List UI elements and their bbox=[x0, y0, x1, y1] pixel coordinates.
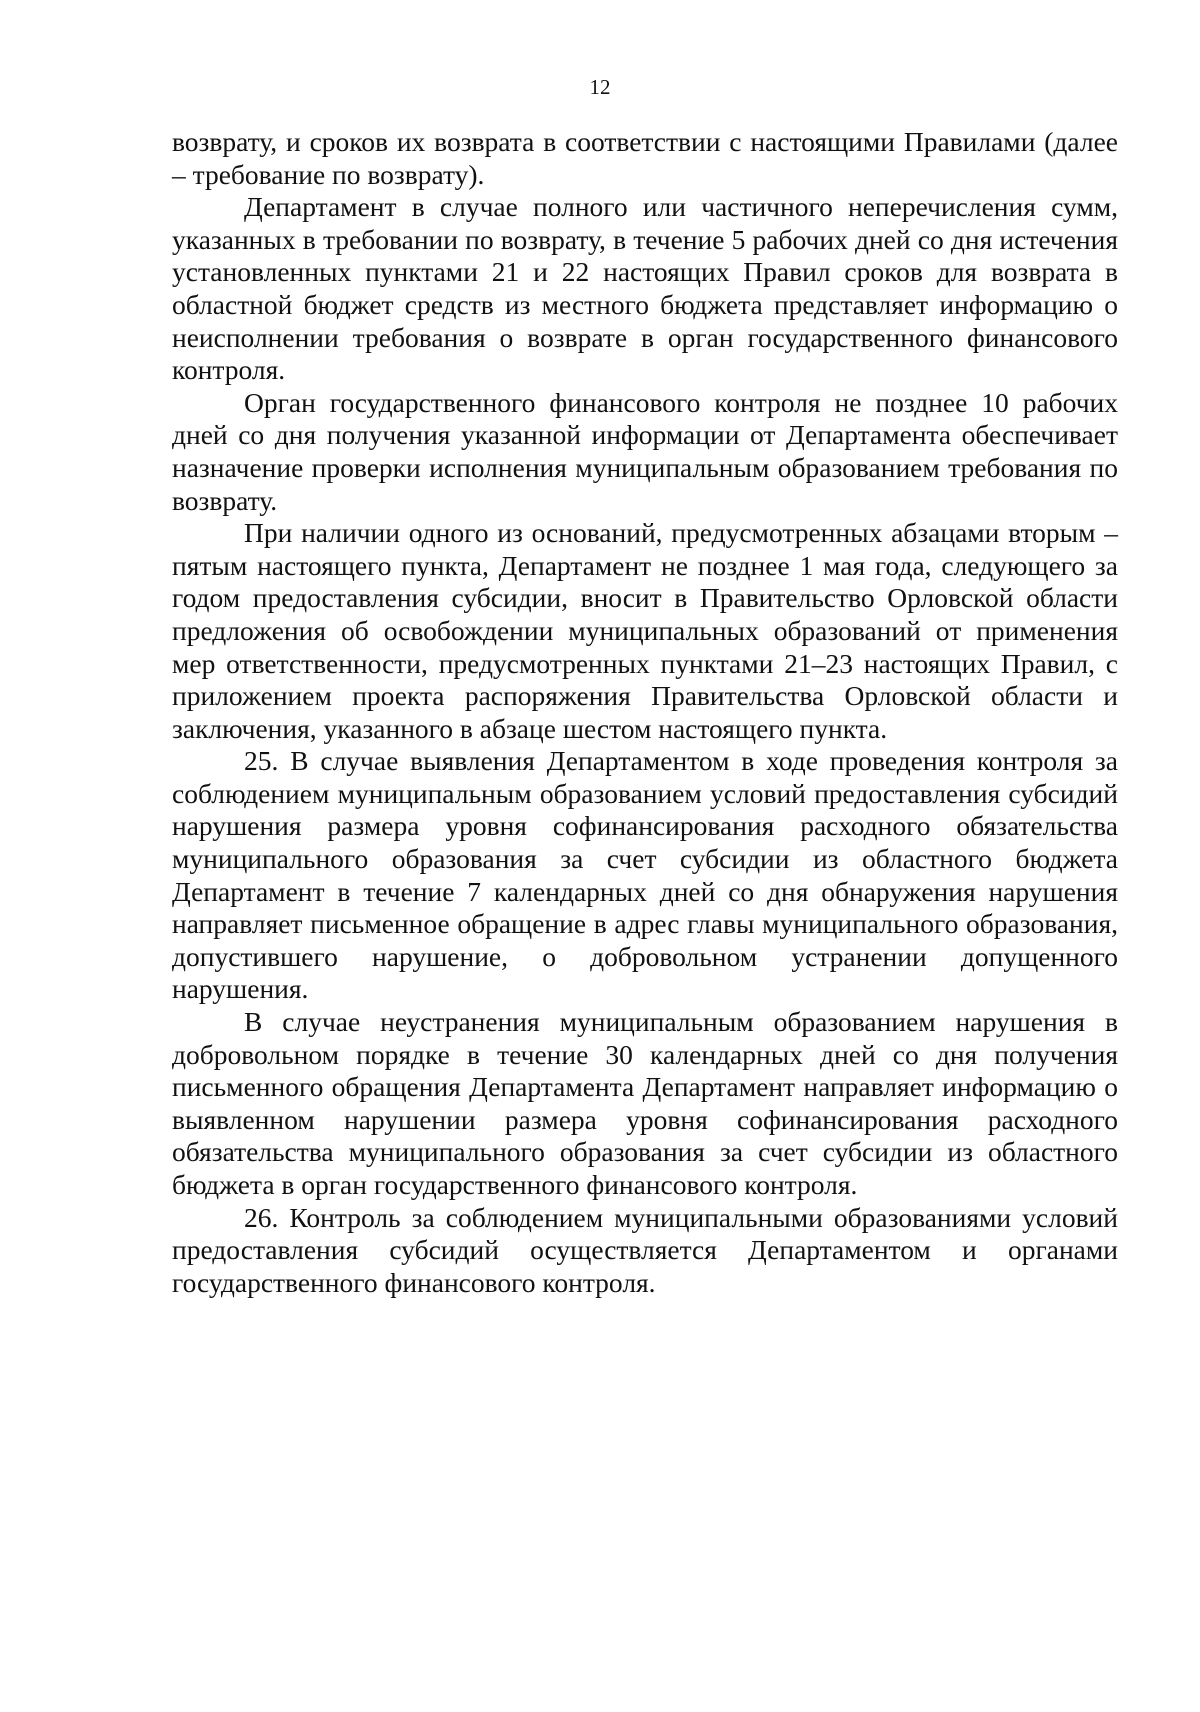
document-body bbox=[172, 126, 1118, 1299]
page-number: 12 bbox=[589, 75, 611, 99]
paragraph-7: 26. Контроль за соблюдением муниципальными образованиями условий предоставления субсидий осуществляется Департаментом и органами государственного финансового контроля. bbox=[172, 1201, 1118, 1298]
paragraph-5: 25. В случае выявления Департаментом в ходе проведения контроля за соблюдением муниципальным образованием условий предоставления субсидий нарушения размера уровня софинансирования расходного обязательства муниципального образования за счет субсидии из областного бюджета Департамент в течение 7 календарных дней со дня обнаружения нарушения направляет письменное обращение в адрес главы муниципального образования, допустившего нарушение, о добровольном устранении допущенного нарушения. bbox=[172, 745, 1118, 1005]
paragraph-6: В случае неустранения муниципальным образованием нарушения в добровольном порядке в течение 30 календарных дней со дня получения письменного обращения Департамента Департамент направляет информацию о выявленном нарушении размера уровня софинансирования расходного обязательства муниципального образования за счет субсидии из областного бюджета в орган государственного финансового контроля. bbox=[172, 1006, 1118, 1200]
paragraph-2: Департамент в случае полного или частичного неперечисления сумм, указанных в требовании по возврату, в течение 5 рабочих дней со дня истечения установленных пунктами 21 и 22 настоящих Правил сроков для возврата в областной бюджет средств из местного бюджета представляет информацию о неисполнении требования о возврате в орган государственного финансового контроля. bbox=[172, 191, 1118, 386]
paragraph-4: При наличии одного из оснований, предусмотренных абзацами вторым – пятым настоящего пункта, Департамент не позднее 1 мая года, следующего за годом предоставления субсидии, вносит в Правительство Орловской области предложения об освобождении муниципальных образований от применения мер ответственности, предусмотренных пунктами 21–23 настоящих Правил, с приложением проекта распоряжения Правительства Орловской области и заключения, указанного в абзаце шестом настоящего пункта. bbox=[172, 517, 1118, 744]
paragraph-1: возврату, и сроков их возврата в соответствии с настоящими Правилами (далее – требование по возврату). bbox=[172, 126, 1118, 190]
paragraph-3: Орган государственного финансового контроля не позднее 10 рабочих дней со дня получения указанной информации от Департамента обеспечивает назначение проверки исполнения муниципальным образованием требования по возврату. bbox=[172, 386, 1118, 516]
